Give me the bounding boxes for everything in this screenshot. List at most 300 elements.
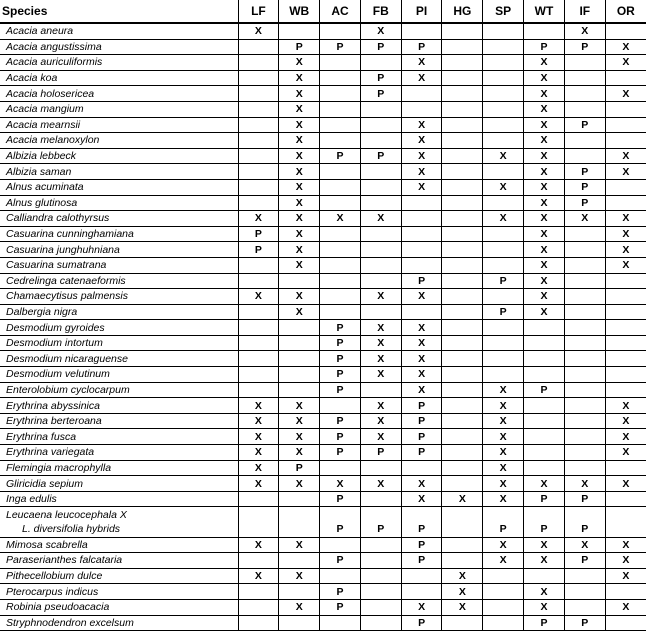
cell-ac: X [320, 211, 361, 227]
cell-wt [524, 568, 565, 584]
species-name: Desmodium gyroides [0, 320, 238, 336]
cell-hg [442, 179, 483, 195]
cell-fb: P [360, 522, 401, 537]
cell-fb: X [360, 367, 401, 383]
cell-ac [320, 289, 361, 305]
cell-fb: P [360, 70, 401, 86]
cell-or [605, 273, 646, 289]
cell-pi: P [401, 429, 442, 445]
cell-hg [442, 304, 483, 320]
cell-lf: X [238, 211, 279, 227]
cell-sp [483, 164, 524, 180]
table-row [0, 289, 646, 305]
cell-wb [279, 335, 320, 351]
cell-pi [401, 242, 442, 258]
cell-pi: P [401, 39, 442, 55]
cell-or: X [605, 148, 646, 164]
cell-or [605, 522, 646, 537]
column-header-wt: WT [524, 0, 565, 23]
cell-or [605, 335, 646, 351]
cell-wb [279, 320, 320, 336]
cell-or [605, 507, 646, 522]
cell-pi: P [401, 445, 442, 461]
cell-fb [360, 304, 401, 320]
cell-hg [442, 39, 483, 55]
column-header-or: OR [605, 0, 646, 23]
cell-or [605, 101, 646, 117]
cell-hg [442, 289, 483, 305]
cell-sp: X [483, 398, 524, 414]
cell-fb: X [360, 211, 401, 227]
header-row [0, 0, 646, 23]
species-name: Albizia lebbeck [0, 148, 238, 164]
cell-sp [483, 226, 524, 242]
cell-sp [483, 117, 524, 133]
cell-wt: P [524, 522, 565, 537]
cell-wb [279, 522, 320, 537]
cell-sp [483, 133, 524, 149]
cell-lf [238, 101, 279, 117]
cell-pi: P [401, 522, 442, 537]
cell-fb: P [360, 39, 401, 55]
cell-wt [524, 23, 565, 39]
cell-lf [238, 491, 279, 507]
cell-wt: X [524, 195, 565, 211]
cell-wb [279, 507, 320, 522]
cell-sp [483, 599, 524, 615]
cell-if [564, 445, 605, 461]
cell-sp [483, 70, 524, 86]
cell-fb [360, 460, 401, 476]
cell-sp: X [483, 491, 524, 507]
cell-wt [524, 429, 565, 445]
cell-lf: X [238, 23, 279, 39]
cell-pi [401, 195, 442, 211]
table-row [0, 195, 646, 211]
cell-hg [442, 55, 483, 71]
cell-lf [238, 320, 279, 336]
species-name: Inga edulis [0, 491, 238, 507]
cell-hg [442, 476, 483, 492]
cell-if: X [564, 476, 605, 492]
cell-or: X [605, 599, 646, 615]
cell-lf: P [238, 226, 279, 242]
cell-lf [238, 367, 279, 383]
cell-if [564, 584, 605, 600]
cell-fb: X [360, 23, 401, 39]
cell-ac [320, 101, 361, 117]
cell-hg [442, 367, 483, 383]
species-name: Casuarina junghuhniana [0, 242, 238, 258]
cell-sp [483, 507, 524, 522]
cell-if: P [564, 491, 605, 507]
table-row [0, 382, 646, 398]
cell-lf [238, 39, 279, 55]
cell-ac [320, 195, 361, 211]
cell-sp: X [483, 460, 524, 476]
species-name: Alnus acuminata [0, 179, 238, 195]
cell-or: X [605, 398, 646, 414]
cell-pi: P [401, 413, 442, 429]
cell-wb: X [279, 179, 320, 195]
cell-wt: P [524, 382, 565, 398]
cell-hg [442, 117, 483, 133]
cell-if: P [564, 195, 605, 211]
cell-or: X [605, 86, 646, 102]
cell-or: X [605, 413, 646, 429]
cell-sp [483, 55, 524, 71]
cell-ac: P [320, 429, 361, 445]
cell-ac [320, 257, 361, 273]
cell-hg [442, 273, 483, 289]
cell-wt: X [524, 164, 565, 180]
table-row [0, 133, 646, 149]
cell-wb: X [279, 429, 320, 445]
cell-wt: X [524, 257, 565, 273]
cell-if: X [564, 537, 605, 553]
table-row [0, 584, 646, 600]
table-row [0, 70, 646, 86]
cell-hg [442, 23, 483, 39]
cell-if [564, 148, 605, 164]
cell-or [605, 304, 646, 320]
cell-pi: X [401, 117, 442, 133]
cell-wb [279, 491, 320, 507]
cell-or [605, 367, 646, 383]
cell-fb: X [360, 429, 401, 445]
table-row [0, 39, 646, 55]
table-row [0, 507, 646, 522]
cell-fb [360, 382, 401, 398]
cell-ac: P [320, 382, 361, 398]
cell-or [605, 382, 646, 398]
cell-wt: X [524, 86, 565, 102]
cell-if [564, 413, 605, 429]
cell-ac [320, 226, 361, 242]
cell-wb [279, 553, 320, 569]
column-header-pi: PI [401, 0, 442, 23]
cell-pi: X [401, 55, 442, 71]
cell-lf [238, 148, 279, 164]
cell-lf [238, 584, 279, 600]
cell-fb [360, 117, 401, 133]
cell-wt: X [524, 70, 565, 86]
cell-wb: X [279, 304, 320, 320]
cell-or [605, 133, 646, 149]
table-row [0, 599, 646, 615]
cell-if: P [564, 117, 605, 133]
cell-or: X [605, 429, 646, 445]
column-header-lf: LF [238, 0, 279, 23]
table-row [0, 491, 646, 507]
cell-lf: X [238, 476, 279, 492]
species-name: Paraserianthes falcataria [0, 553, 238, 569]
table-row [0, 148, 646, 164]
cell-lf [238, 273, 279, 289]
table-row [0, 413, 646, 429]
cell-wt: X [524, 211, 565, 227]
cell-wt: X [524, 226, 565, 242]
cell-fb: X [360, 398, 401, 414]
table-row [0, 429, 646, 445]
cell-if: P [564, 164, 605, 180]
cell-pi: X [401, 382, 442, 398]
cell-pi: X [401, 367, 442, 383]
cell-hg [442, 226, 483, 242]
cell-or [605, 289, 646, 305]
cell-if: P [564, 522, 605, 537]
cell-or: X [605, 39, 646, 55]
cell-lf: X [238, 445, 279, 461]
cell-fb: X [360, 413, 401, 429]
cell-wb: X [279, 537, 320, 553]
cell-wb: X [279, 195, 320, 211]
cell-hg [442, 195, 483, 211]
cell-fb [360, 491, 401, 507]
cell-pi: X [401, 351, 442, 367]
cell-if [564, 460, 605, 476]
cell-if [564, 351, 605, 367]
cell-wt [524, 367, 565, 383]
species-name: Desmodium intortum [0, 335, 238, 351]
cell-wt: X [524, 289, 565, 305]
cell-or [605, 320, 646, 336]
cell-ac [320, 242, 361, 258]
column-header-sp: SP [483, 0, 524, 23]
cell-lf [238, 599, 279, 615]
cell-wb: X [279, 476, 320, 492]
cell-if [564, 367, 605, 383]
cell-or [605, 351, 646, 367]
species-name: Mimosa scabrella [0, 537, 238, 553]
cell-pi: X [401, 148, 442, 164]
cell-pi [401, 584, 442, 600]
cell-pi [401, 568, 442, 584]
cell-fb [360, 226, 401, 242]
cell-fb [360, 584, 401, 600]
species-name: Acacia koa [0, 70, 238, 86]
cell-sp [483, 101, 524, 117]
cell-sp [483, 242, 524, 258]
cell-wt [524, 507, 565, 522]
cell-ac [320, 23, 361, 39]
cell-ac: P [320, 491, 361, 507]
cell-sp: X [483, 445, 524, 461]
species-name: Erythrina berteroana [0, 413, 238, 429]
species-name: Pithecellobium dulce [0, 568, 238, 584]
species-name: Erythrina abyssinica [0, 398, 238, 414]
cell-ac: P [320, 413, 361, 429]
cell-if [564, 382, 605, 398]
cell-wt: X [524, 101, 565, 117]
column-header-fb: FB [360, 0, 401, 23]
column-header-if: IF [564, 0, 605, 23]
cell-fb [360, 195, 401, 211]
cell-fb [360, 599, 401, 615]
cell-hg [442, 553, 483, 569]
cell-if [564, 133, 605, 149]
cell-wt [524, 413, 565, 429]
cell-lf [238, 179, 279, 195]
cell-fb [360, 164, 401, 180]
cell-wb: X [279, 568, 320, 584]
table-row [0, 553, 646, 569]
cell-wt: X [524, 133, 565, 149]
cell-hg [442, 70, 483, 86]
cell-hg: X [442, 599, 483, 615]
cell-if [564, 320, 605, 336]
cell-pi: X [401, 133, 442, 149]
cell-wb: X [279, 101, 320, 117]
cell-pi: P [401, 398, 442, 414]
species-name: Chamaecytisus palmensis [0, 289, 238, 305]
cell-lf [238, 382, 279, 398]
cell-ac [320, 273, 361, 289]
cell-if [564, 289, 605, 305]
cell-lf [238, 351, 279, 367]
cell-lf: X [238, 429, 279, 445]
cell-if [564, 55, 605, 71]
table-row [0, 211, 646, 227]
species-name: Desmodium velutinum [0, 367, 238, 383]
cell-wb [279, 615, 320, 631]
cell-sp [483, 195, 524, 211]
column-header-wb: WB [279, 0, 320, 23]
cell-or: X [605, 226, 646, 242]
species-name: Flemingia macrophylla [0, 460, 238, 476]
cell-lf: X [238, 398, 279, 414]
cell-ac [320, 70, 361, 86]
species-name: Dalbergia nigra [0, 304, 238, 320]
cell-pi: P [401, 537, 442, 553]
table-row [0, 304, 646, 320]
table-row [0, 568, 646, 584]
cell-or [605, 23, 646, 39]
cell-fb: P [360, 86, 401, 102]
cell-ac [320, 398, 361, 414]
cell-hg [442, 101, 483, 117]
table-row [0, 117, 646, 133]
table-row [0, 320, 646, 336]
cell-if [564, 70, 605, 86]
cell-wb: X [279, 398, 320, 414]
cell-lf: X [238, 537, 279, 553]
table-row [0, 164, 646, 180]
table-row [0, 242, 646, 258]
cell-fb: P [360, 148, 401, 164]
table-row [0, 257, 646, 273]
table-row [0, 23, 646, 39]
species-name: Erythrina variegata [0, 445, 238, 461]
species-name: Erythrina fusca [0, 429, 238, 445]
cell-fb: X [360, 351, 401, 367]
cell-ac: P [320, 553, 361, 569]
cell-wb [279, 584, 320, 600]
cell-sp: X [483, 537, 524, 553]
cell-ac [320, 164, 361, 180]
table-row [0, 351, 646, 367]
cell-ac [320, 117, 361, 133]
table-row [0, 179, 646, 195]
cell-hg [442, 242, 483, 258]
cell-sp: X [483, 148, 524, 164]
cell-hg [442, 133, 483, 149]
cell-lf [238, 257, 279, 273]
cell-hg [442, 615, 483, 631]
cell-fb: X [360, 320, 401, 336]
cell-lf [238, 55, 279, 71]
cell-hg [442, 445, 483, 461]
cell-sp [483, 335, 524, 351]
cell-fb [360, 568, 401, 584]
cell-hg [442, 398, 483, 414]
species-name: Albizia saman [0, 164, 238, 180]
cell-sp: X [483, 476, 524, 492]
cell-or [605, 195, 646, 211]
cell-if [564, 226, 605, 242]
cell-sp [483, 568, 524, 584]
cell-pi [401, 304, 442, 320]
cell-hg [442, 86, 483, 102]
cell-pi: X [401, 320, 442, 336]
species-name: Casuarina cunninghamiana [0, 226, 238, 242]
cell-wt: X [524, 148, 565, 164]
cell-sp [483, 351, 524, 367]
cell-fb [360, 55, 401, 71]
cell-if [564, 86, 605, 102]
cell-lf: X [238, 413, 279, 429]
column-header-ac: AC [320, 0, 361, 23]
cell-or [605, 117, 646, 133]
cell-wb: X [279, 226, 320, 242]
cell-lf [238, 117, 279, 133]
cell-lf [238, 133, 279, 149]
cell-if [564, 101, 605, 117]
cell-hg [442, 320, 483, 336]
cell-or [605, 491, 646, 507]
cell-wb: X [279, 164, 320, 180]
cell-pi: P [401, 553, 442, 569]
cell-sp: X [483, 211, 524, 227]
cell-wt: X [524, 55, 565, 71]
species-name: Alnus glutinosa [0, 195, 238, 211]
cell-ac: P [320, 39, 361, 55]
cell-wb: X [279, 70, 320, 86]
cell-lf: X [238, 460, 279, 476]
cell-wb: P [279, 460, 320, 476]
cell-ac: P [320, 445, 361, 461]
cell-wb: X [279, 55, 320, 71]
cell-wt: X [524, 304, 565, 320]
cell-hg [442, 537, 483, 553]
cell-ac: P [320, 351, 361, 367]
cell-fb [360, 507, 401, 522]
species-name: Stryphnodendron excelsum [0, 615, 238, 631]
species-name: Cedrelinga catenaeformis [0, 273, 238, 289]
cell-ac: P [320, 320, 361, 336]
cell-pi: X [401, 491, 442, 507]
cell-sp [483, 615, 524, 631]
cell-lf [238, 335, 279, 351]
cell-wb: X [279, 133, 320, 149]
cell-fb: X [360, 289, 401, 305]
cell-ac [320, 86, 361, 102]
cell-sp [483, 39, 524, 55]
cell-hg [442, 507, 483, 522]
cell-pi [401, 257, 442, 273]
cell-or: X [605, 242, 646, 258]
cell-ac [320, 615, 361, 631]
